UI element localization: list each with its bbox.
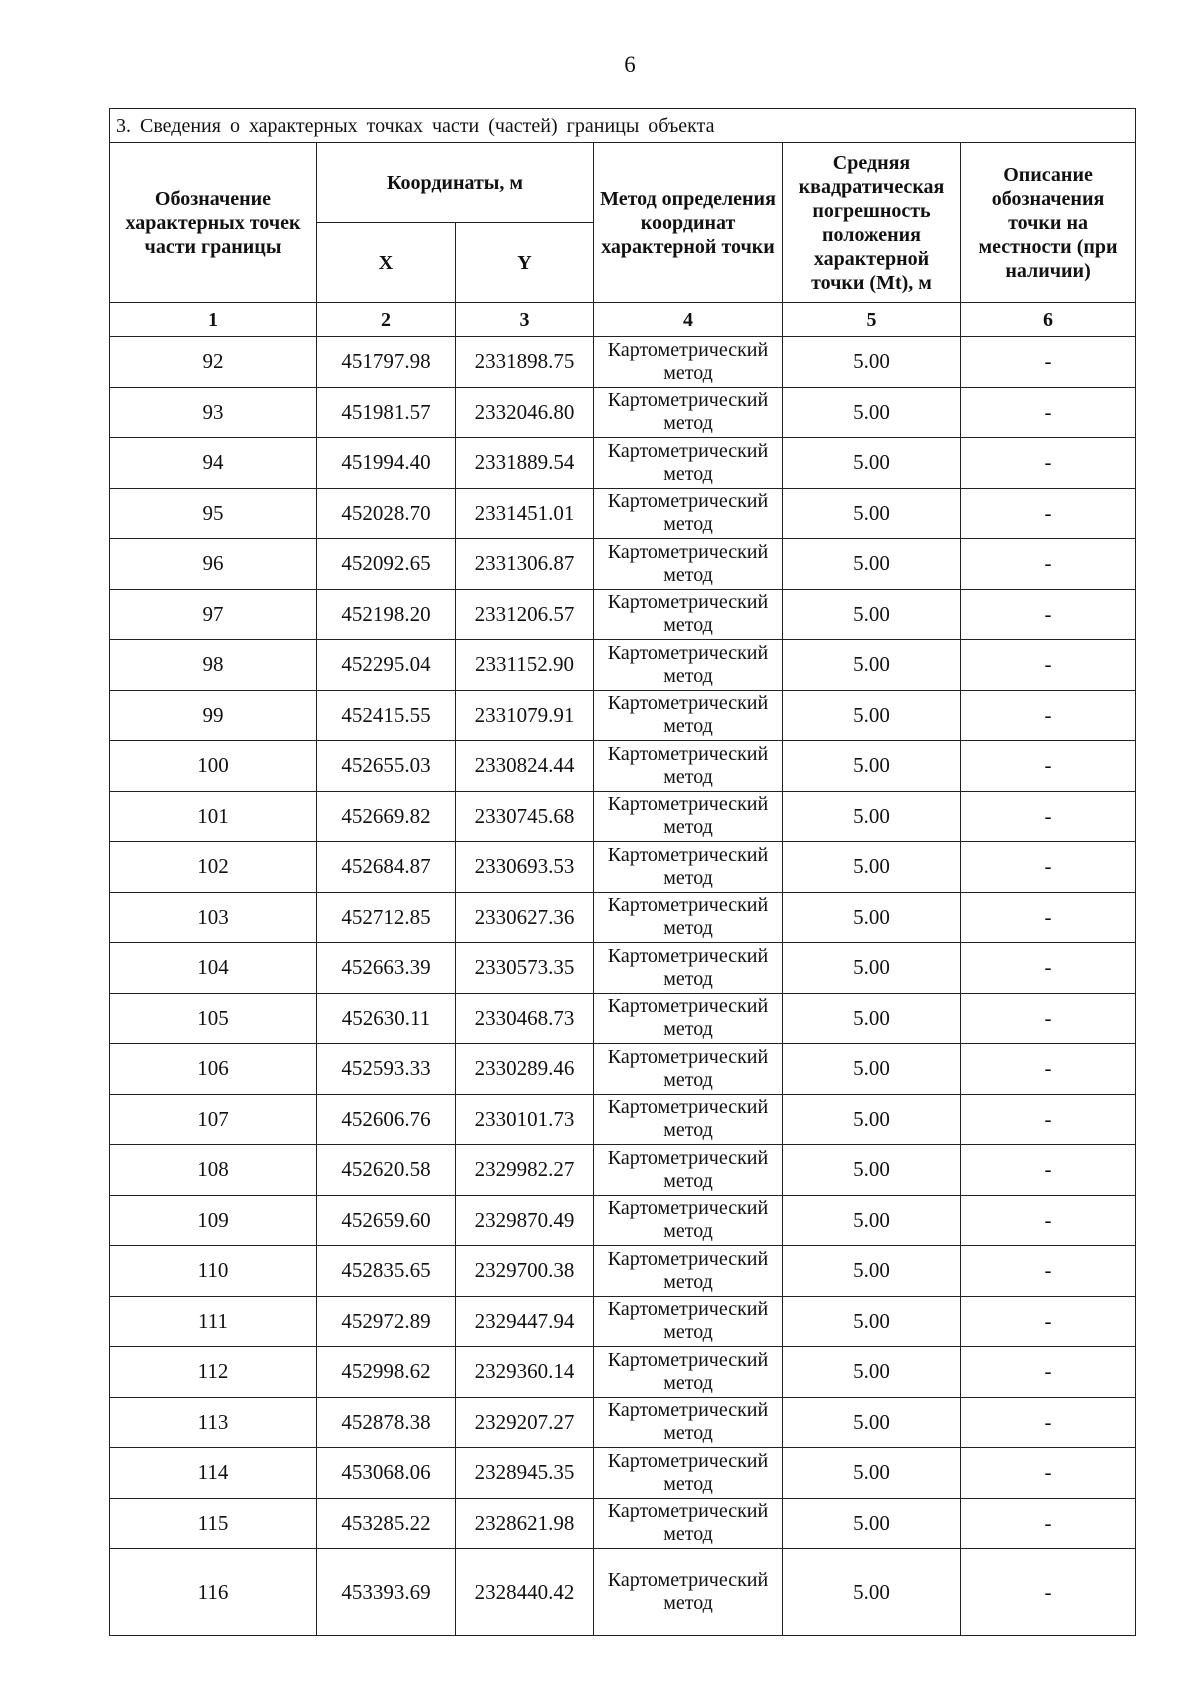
table-row	[110, 387, 1136, 438]
x-coordinate-cell: 452998.62	[317, 1347, 456, 1398]
error-cell: 5.00	[783, 1549, 961, 1636]
method-cell: Картометрический метод	[594, 1498, 783, 1549]
description-cell: -	[961, 387, 1136, 438]
description-cell: -	[961, 539, 1136, 590]
point-id-cell: 106	[110, 1044, 317, 1095]
error-cell: 5.00	[783, 539, 961, 590]
error-cell: 5.00	[783, 1498, 961, 1549]
description-cell: -	[961, 741, 1136, 792]
table-row	[110, 791, 1136, 842]
table-row	[110, 943, 1136, 994]
y-coordinate-cell: 2330824.44	[456, 741, 594, 792]
y-coordinate-cell: 2329700.38	[456, 1246, 594, 1297]
method-cell: Картометрический метод	[594, 1145, 783, 1196]
error-cell: 5.00	[783, 1397, 961, 1448]
description-cell: -	[961, 993, 1136, 1044]
point-id-cell: 94	[110, 438, 317, 489]
method-cell: Картометрический метод	[594, 741, 783, 792]
y-coordinate-cell: 2329870.49	[456, 1195, 594, 1246]
x-coordinate-cell: 452630.11	[317, 993, 456, 1044]
boundary-points-table	[109, 108, 1136, 1636]
y-coordinate-cell: 2328440.42	[456, 1549, 594, 1636]
y-coordinate-cell: 2330693.53	[456, 842, 594, 893]
table-row	[110, 488, 1136, 539]
error-cell: 5.00	[783, 438, 961, 489]
point-id-cell: 105	[110, 993, 317, 1044]
y-coordinate-cell: 2331306.87	[456, 539, 594, 590]
table-row	[110, 1296, 1136, 1347]
header-description: Описание обозначения точки на местности (при наличии)	[961, 143, 1136, 303]
x-coordinate-cell: 452593.33	[317, 1044, 456, 1095]
error-cell: 5.00	[783, 589, 961, 640]
point-id-cell: 92	[110, 337, 317, 388]
x-coordinate-cell: 452655.03	[317, 741, 456, 792]
x-coordinate-cell: 452198.20	[317, 589, 456, 640]
table-row	[110, 1094, 1136, 1145]
point-id-cell: 97	[110, 589, 317, 640]
column-number: 4	[594, 303, 783, 337]
error-cell: 5.00	[783, 1246, 961, 1297]
y-coordinate-cell: 2330573.35	[456, 943, 594, 994]
x-coordinate-cell: 451981.57	[317, 387, 456, 438]
error-cell: 5.00	[783, 943, 961, 994]
x-coordinate-cell: 451797.98	[317, 337, 456, 388]
method-cell: Картометрический метод	[594, 1448, 783, 1499]
x-coordinate-cell: 452028.70	[317, 488, 456, 539]
point-id-cell: 112	[110, 1347, 317, 1398]
method-cell: Картометрический метод	[594, 1347, 783, 1398]
method-cell: Картометрический метод	[594, 1549, 783, 1636]
error-cell: 5.00	[783, 1195, 961, 1246]
y-coordinate-cell: 2328945.35	[456, 1448, 594, 1499]
point-id-cell: 107	[110, 1094, 317, 1145]
x-coordinate-cell: 452972.89	[317, 1296, 456, 1347]
error-cell: 5.00	[783, 741, 961, 792]
x-coordinate-cell: 452669.82	[317, 791, 456, 842]
method-cell: Картометрический метод	[594, 892, 783, 943]
x-coordinate-cell: 452684.87	[317, 842, 456, 893]
y-coordinate-cell: 2331152.90	[456, 640, 594, 691]
table-row	[110, 1246, 1136, 1297]
table-row	[110, 539, 1136, 590]
point-id-cell: 103	[110, 892, 317, 943]
header-coordinates: Координаты, м	[317, 143, 594, 223]
description-cell: -	[961, 690, 1136, 741]
column-number: 5	[783, 303, 961, 337]
error-cell: 5.00	[783, 993, 961, 1044]
table-row	[110, 1145, 1136, 1196]
description-cell: -	[961, 1448, 1136, 1499]
x-coordinate-cell: 452835.65	[317, 1246, 456, 1297]
table-row	[110, 1044, 1136, 1095]
error-cell: 5.00	[783, 1448, 961, 1499]
error-cell: 5.00	[783, 842, 961, 893]
method-cell: Картометрический метод	[594, 993, 783, 1044]
table-row	[110, 842, 1136, 893]
method-cell: Картометрический метод	[594, 1044, 783, 1095]
y-coordinate-cell: 2331079.91	[456, 690, 594, 741]
description-cell: -	[961, 640, 1136, 691]
method-cell: Картометрический метод	[594, 842, 783, 893]
x-coordinate-cell: 453285.22	[317, 1498, 456, 1549]
point-id-cell: 96	[110, 539, 317, 590]
x-coordinate-cell: 452663.39	[317, 943, 456, 994]
table-row	[110, 1397, 1136, 1448]
x-coordinate-cell: 451994.40	[317, 438, 456, 489]
method-cell: Картометрический метод	[594, 791, 783, 842]
header-error: Средняя квадратическая погрешность положения характерной точки (Mt), м	[783, 143, 961, 303]
error-cell: 5.00	[783, 1296, 961, 1347]
error-cell: 5.00	[783, 640, 961, 691]
description-cell: -	[961, 1195, 1136, 1246]
table-body	[110, 337, 1136, 1636]
header-method: Метод определения координат характерной точки	[594, 143, 783, 303]
table-row	[110, 1195, 1136, 1246]
y-coordinate-cell: 2331889.54	[456, 438, 594, 489]
description-cell: -	[961, 337, 1136, 388]
y-coordinate-cell: 2332046.80	[456, 387, 594, 438]
point-id-cell: 99	[110, 690, 317, 741]
description-cell: -	[961, 488, 1136, 539]
table-row	[110, 892, 1136, 943]
y-coordinate-cell: 2331898.75	[456, 337, 594, 388]
point-id-cell: 116	[110, 1549, 317, 1636]
description-cell: -	[961, 842, 1136, 893]
description-cell: -	[961, 1044, 1136, 1095]
y-coordinate-cell: 2330101.73	[456, 1094, 594, 1145]
description-cell: -	[961, 1246, 1136, 1297]
method-cell: Картометрический метод	[594, 640, 783, 691]
x-coordinate-cell: 452712.85	[317, 892, 456, 943]
table-row	[110, 1498, 1136, 1549]
description-cell: -	[961, 1145, 1136, 1196]
x-coordinate-cell: 452415.55	[317, 690, 456, 741]
y-coordinate-cell: 2328621.98	[456, 1498, 594, 1549]
error-cell: 5.00	[783, 892, 961, 943]
table-row	[110, 741, 1136, 792]
point-id-cell: 93	[110, 387, 317, 438]
description-cell: -	[961, 892, 1136, 943]
description-cell: -	[961, 1296, 1136, 1347]
method-cell: Картометрический метод	[594, 1195, 783, 1246]
y-coordinate-cell: 2331206.57	[456, 589, 594, 640]
y-coordinate-cell: 2330627.36	[456, 892, 594, 943]
description-cell: -	[961, 1397, 1136, 1448]
header-designation: Обозначение характерных точек части границы	[110, 143, 317, 303]
method-cell: Картометрический метод	[594, 690, 783, 741]
point-id-cell: 100	[110, 741, 317, 792]
y-coordinate-cell: 2330745.68	[456, 791, 594, 842]
column-number: 1	[110, 303, 317, 337]
x-coordinate-cell: 452620.58	[317, 1145, 456, 1196]
page-number: 6	[624, 52, 636, 77]
x-coordinate-cell: 452295.04	[317, 640, 456, 691]
y-coordinate-cell: 2329360.14	[456, 1347, 594, 1398]
error-cell: 5.00	[783, 690, 961, 741]
table-row	[110, 640, 1136, 691]
y-coordinate-cell: 2330468.73	[456, 993, 594, 1044]
description-cell: -	[961, 791, 1136, 842]
error-cell: 5.00	[783, 1044, 961, 1095]
description-cell: -	[961, 438, 1136, 489]
method-cell: Картометрический метод	[594, 488, 783, 539]
y-coordinate-cell: 2329982.27	[456, 1145, 594, 1196]
point-id-cell: 95	[110, 488, 317, 539]
description-cell: -	[961, 1549, 1136, 1636]
point-id-cell: 115	[110, 1498, 317, 1549]
method-cell: Картометрический метод	[594, 438, 783, 489]
description-cell: -	[961, 1347, 1136, 1398]
error-cell: 5.00	[783, 337, 961, 388]
header-y: Y	[456, 223, 594, 303]
error-cell: 5.00	[783, 387, 961, 438]
x-coordinate-cell: 452659.60	[317, 1195, 456, 1246]
description-cell: -	[961, 1498, 1136, 1549]
point-id-cell: 102	[110, 842, 317, 893]
y-coordinate-cell: 2331451.01	[456, 488, 594, 539]
column-number: 2	[317, 303, 456, 337]
method-cell: Картометрический метод	[594, 589, 783, 640]
header-x: X	[317, 223, 456, 303]
x-coordinate-cell: 452606.76	[317, 1094, 456, 1145]
table-row	[110, 690, 1136, 741]
column-number: 3	[456, 303, 594, 337]
point-id-cell: 101	[110, 791, 317, 842]
table-row	[110, 993, 1136, 1044]
error-cell: 5.00	[783, 1145, 961, 1196]
point-id-cell: 113	[110, 1397, 317, 1448]
point-id-cell: 104	[110, 943, 317, 994]
point-id-cell: 108	[110, 1145, 317, 1196]
error-cell: 5.00	[783, 791, 961, 842]
method-cell: Картометрический метод	[594, 337, 783, 388]
x-coordinate-cell: 453068.06	[317, 1448, 456, 1499]
y-coordinate-cell: 2330289.46	[456, 1044, 594, 1095]
error-cell: 5.00	[783, 488, 961, 539]
point-id-cell: 98	[110, 640, 317, 691]
method-cell: Картометрический метод	[594, 387, 783, 438]
x-coordinate-cell: 452092.65	[317, 539, 456, 590]
section-title: 3. Сведения о характерных точках части (частей) границы объекта	[110, 109, 1136, 143]
table-row	[110, 1347, 1136, 1398]
method-cell: Картометрический метод	[594, 1397, 783, 1448]
method-cell: Картометрический метод	[594, 1296, 783, 1347]
method-cell: Картометрический метод	[594, 943, 783, 994]
method-cell: Картометрический метод	[594, 539, 783, 590]
column-number: 6	[961, 303, 1136, 337]
error-cell: 5.00	[783, 1347, 961, 1398]
method-cell: Картометрический метод	[594, 1094, 783, 1145]
x-coordinate-cell: 452878.38	[317, 1397, 456, 1448]
method-cell: Картометрический метод	[594, 1246, 783, 1297]
description-cell: -	[961, 943, 1136, 994]
error-cell: 5.00	[783, 1094, 961, 1145]
point-id-cell: 111	[110, 1296, 317, 1347]
table-row	[110, 1549, 1136, 1636]
point-id-cell: 110	[110, 1246, 317, 1297]
y-coordinate-cell: 2329447.94	[456, 1296, 594, 1347]
table-row	[110, 438, 1136, 489]
y-coordinate-cell: 2329207.27	[456, 1397, 594, 1448]
table-row	[110, 337, 1136, 388]
table-row	[110, 1448, 1136, 1499]
description-cell: -	[961, 589, 1136, 640]
x-coordinate-cell: 453393.69	[317, 1549, 456, 1636]
description-cell: -	[961, 1094, 1136, 1145]
point-id-cell: 114	[110, 1448, 317, 1499]
point-id-cell: 109	[110, 1195, 317, 1246]
table-row	[110, 589, 1136, 640]
